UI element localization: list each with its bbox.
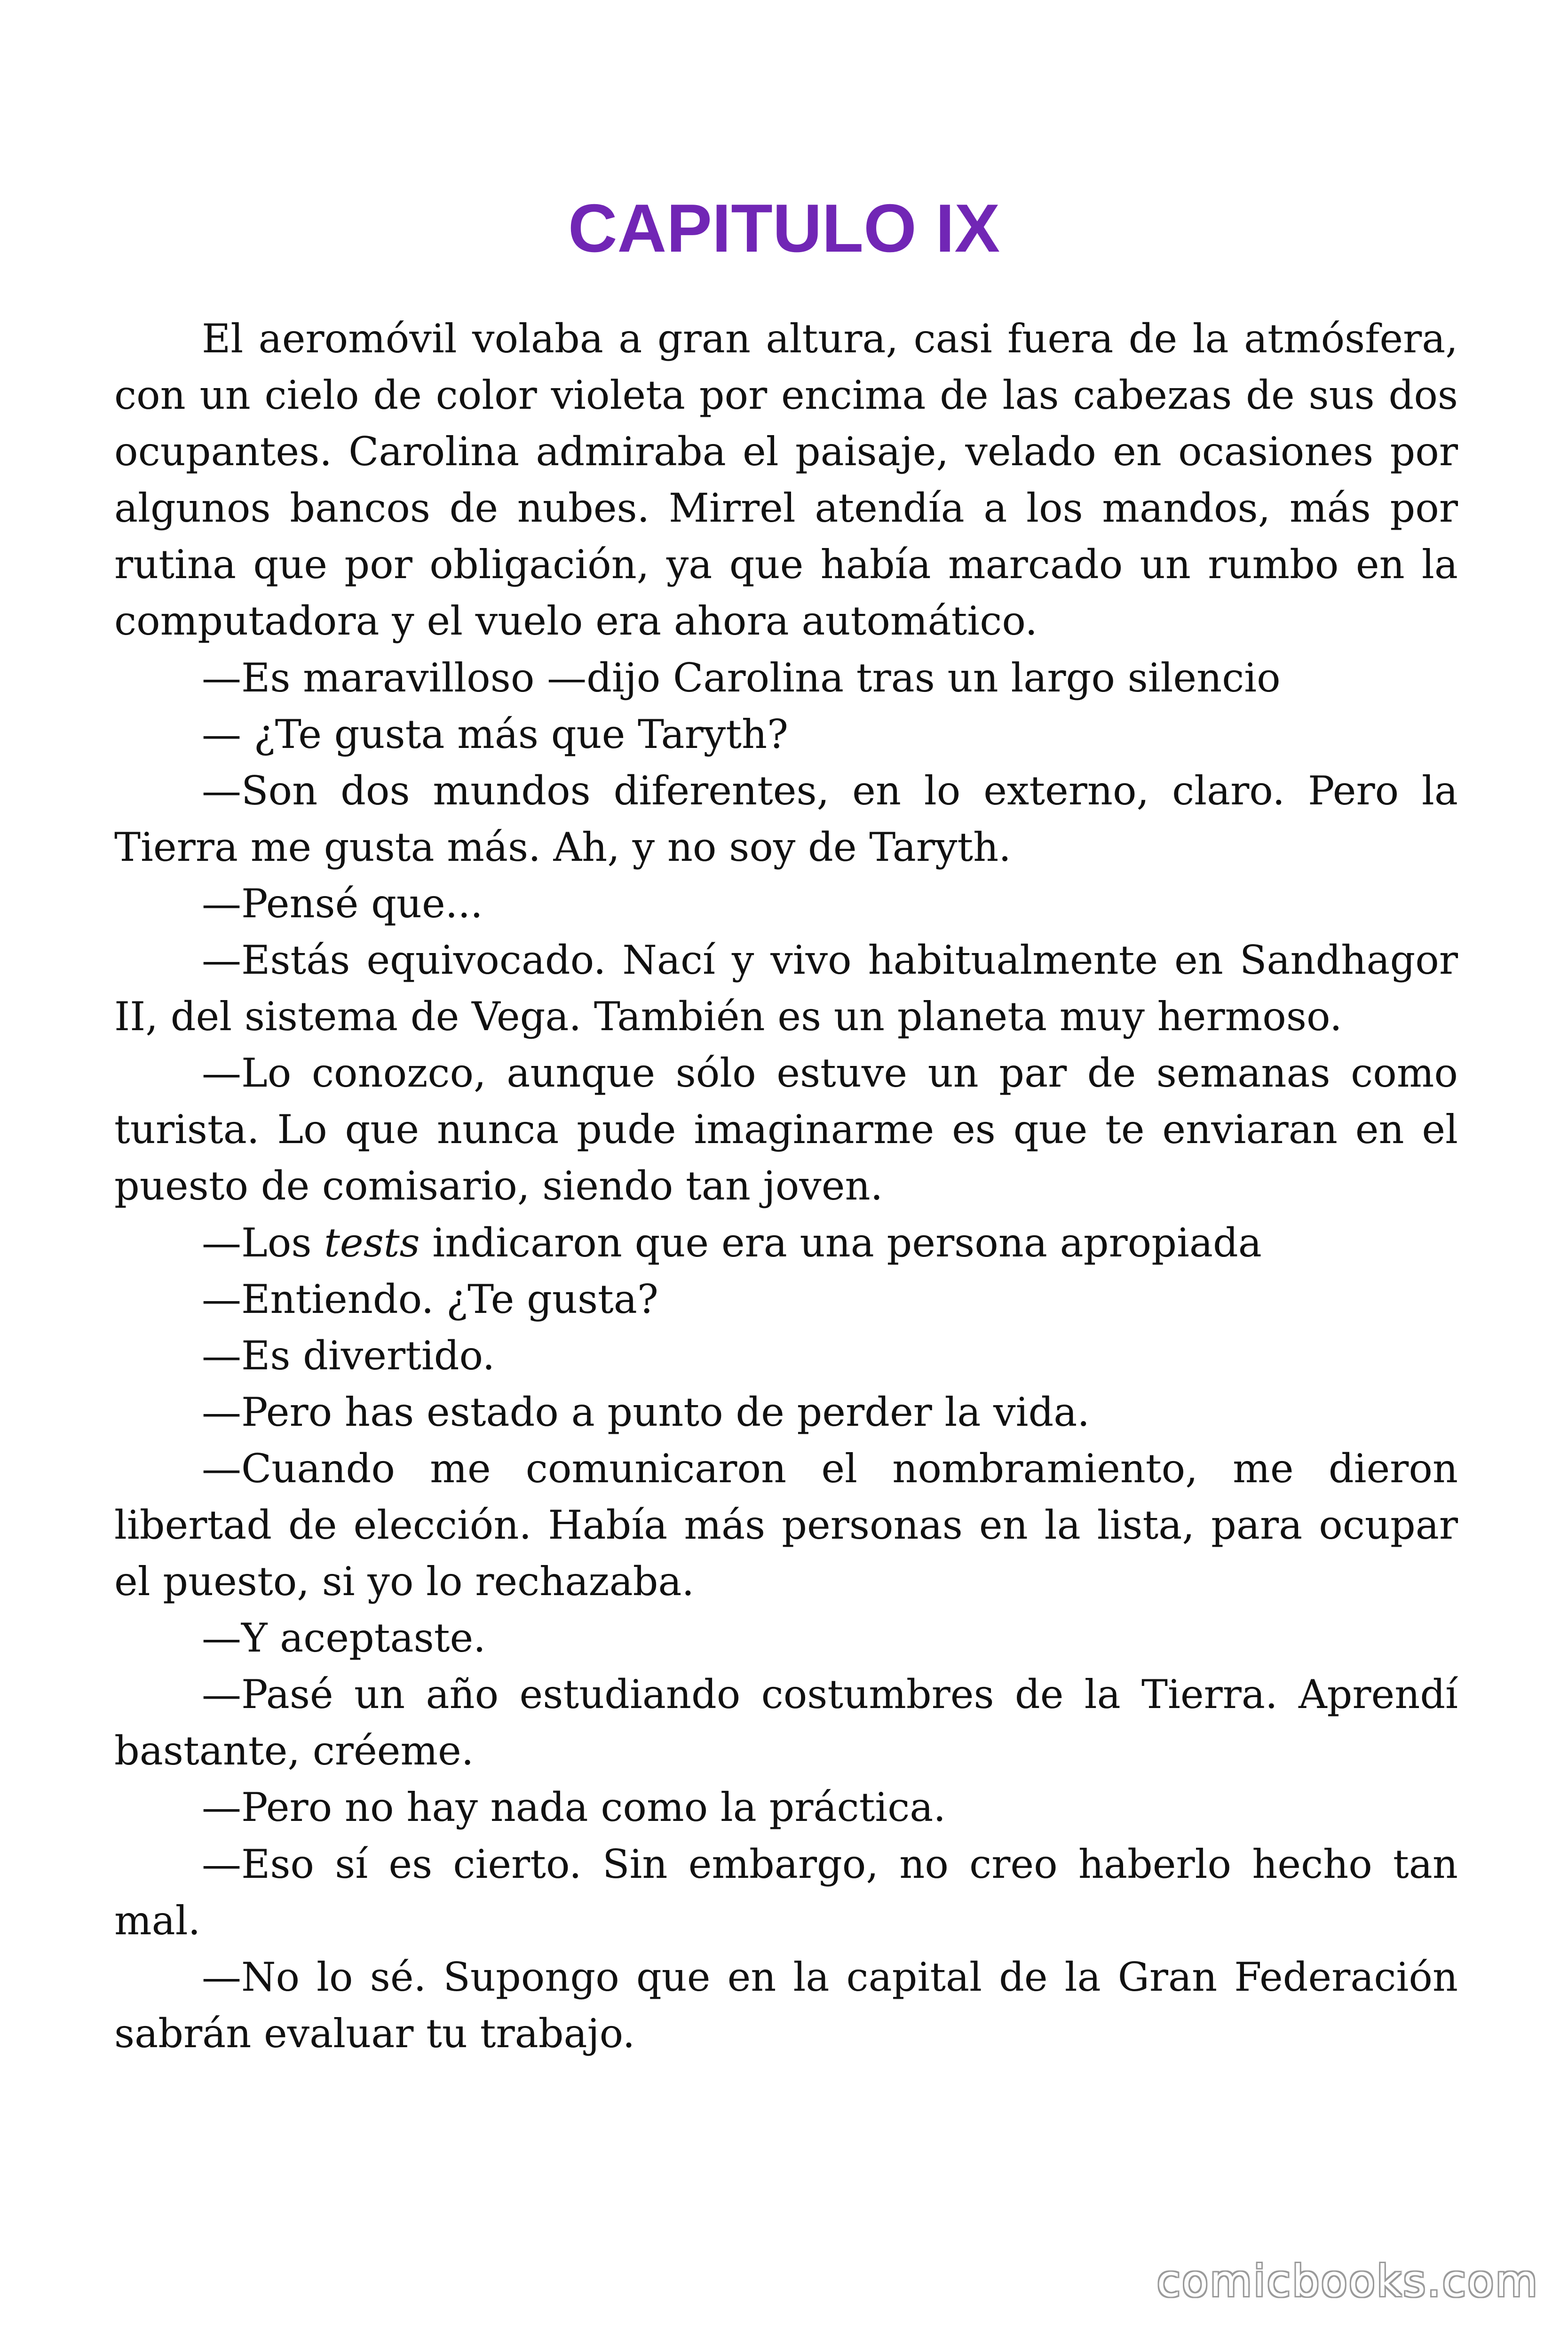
paragraph-2: —Es maravilloso —dijo Carolina tras un largo silencio	[202, 654, 1281, 701]
paragraph-9: —Entiendo. ¿Te gusta?	[202, 1276, 658, 1322]
paragraph-11: —Pero has estado a punto de perder la vida.	[202, 1389, 1090, 1435]
paragraph-15: —Pero no hay nada como la práctica.	[202, 1784, 946, 1831]
paragraph-7: —Lo conozco, aunque sólo estuve un par de semanas como turista. Lo que nunca pude imaginarme es que te enviaran en el puesto de comisario, siendo tan joven.	[114, 1050, 1458, 1209]
paragraph-10: —Es divertido.	[202, 1332, 495, 1379]
paragraph-6: —Estás equivocado. Nací y vivo habitualmente en Sandhagor II, del sistema de Vega. También es un planeta muy hermoso.	[114, 937, 1458, 1040]
paragraph-16: —Eso sí es cierto. Sin embargo, no creo haberlo hecho tan mal.	[114, 1841, 1458, 1944]
paragraph-8-before: —Los	[202, 1219, 325, 1266]
paragraph-4: —Son dos mundos diferentes, en lo externo, claro. Pero la Tierra me gusta más. Ah, y no soy de Taryth.	[114, 767, 1458, 870]
paragraph-8	[114, 1215, 1458, 1271]
paragraph-14: —Pasé un año estudiando costumbres de la Tierra. Aprendí bastante, créeme.	[114, 1671, 1458, 1774]
chapter-title: CAPITULO IX	[568, 190, 1000, 266]
paragraph-8-emphasis: tests	[324, 1219, 420, 1266]
paragraph-13: —Y aceptaste.	[202, 1615, 486, 1661]
watermark-text: comicbooks.com	[1156, 2256, 1539, 2306]
chapter-body	[114, 310, 1458, 2062]
paragraph-1: El aeromóvil volaba a gran altura, casi fuera de la atmósfera, con un cielo de color violeta por encima de las cabezas de sus dos ocupantes. Carolina admiraba el paisaje, velado en ocasiones por algunos bancos de nubes. Mirrel atendía a los mandos, más por rutina que por obligación, ya que había marcado un rumbo en la computadora y el vuelo era ahora automático.	[114, 316, 1458, 644]
paragraph-17: —No lo sé. Supongo que en la capital de la Gran Federación sabrán evaluar tu trabajo.	[114, 1954, 1458, 2057]
paragraph-3: — ¿Te gusta más que Taryth?	[202, 711, 789, 757]
paragraph-5: —Pensé que...	[202, 880, 483, 927]
paragraph-8-after: indicaron que era una persona apropiada	[420, 1219, 1262, 1266]
paragraph-12: —Cuando me comunicaron el nombramiento, me dieron libertad de elección. Había más personas en la lista, para ocupar el puesto, si yo lo rechazaba.	[114, 1445, 1458, 1605]
